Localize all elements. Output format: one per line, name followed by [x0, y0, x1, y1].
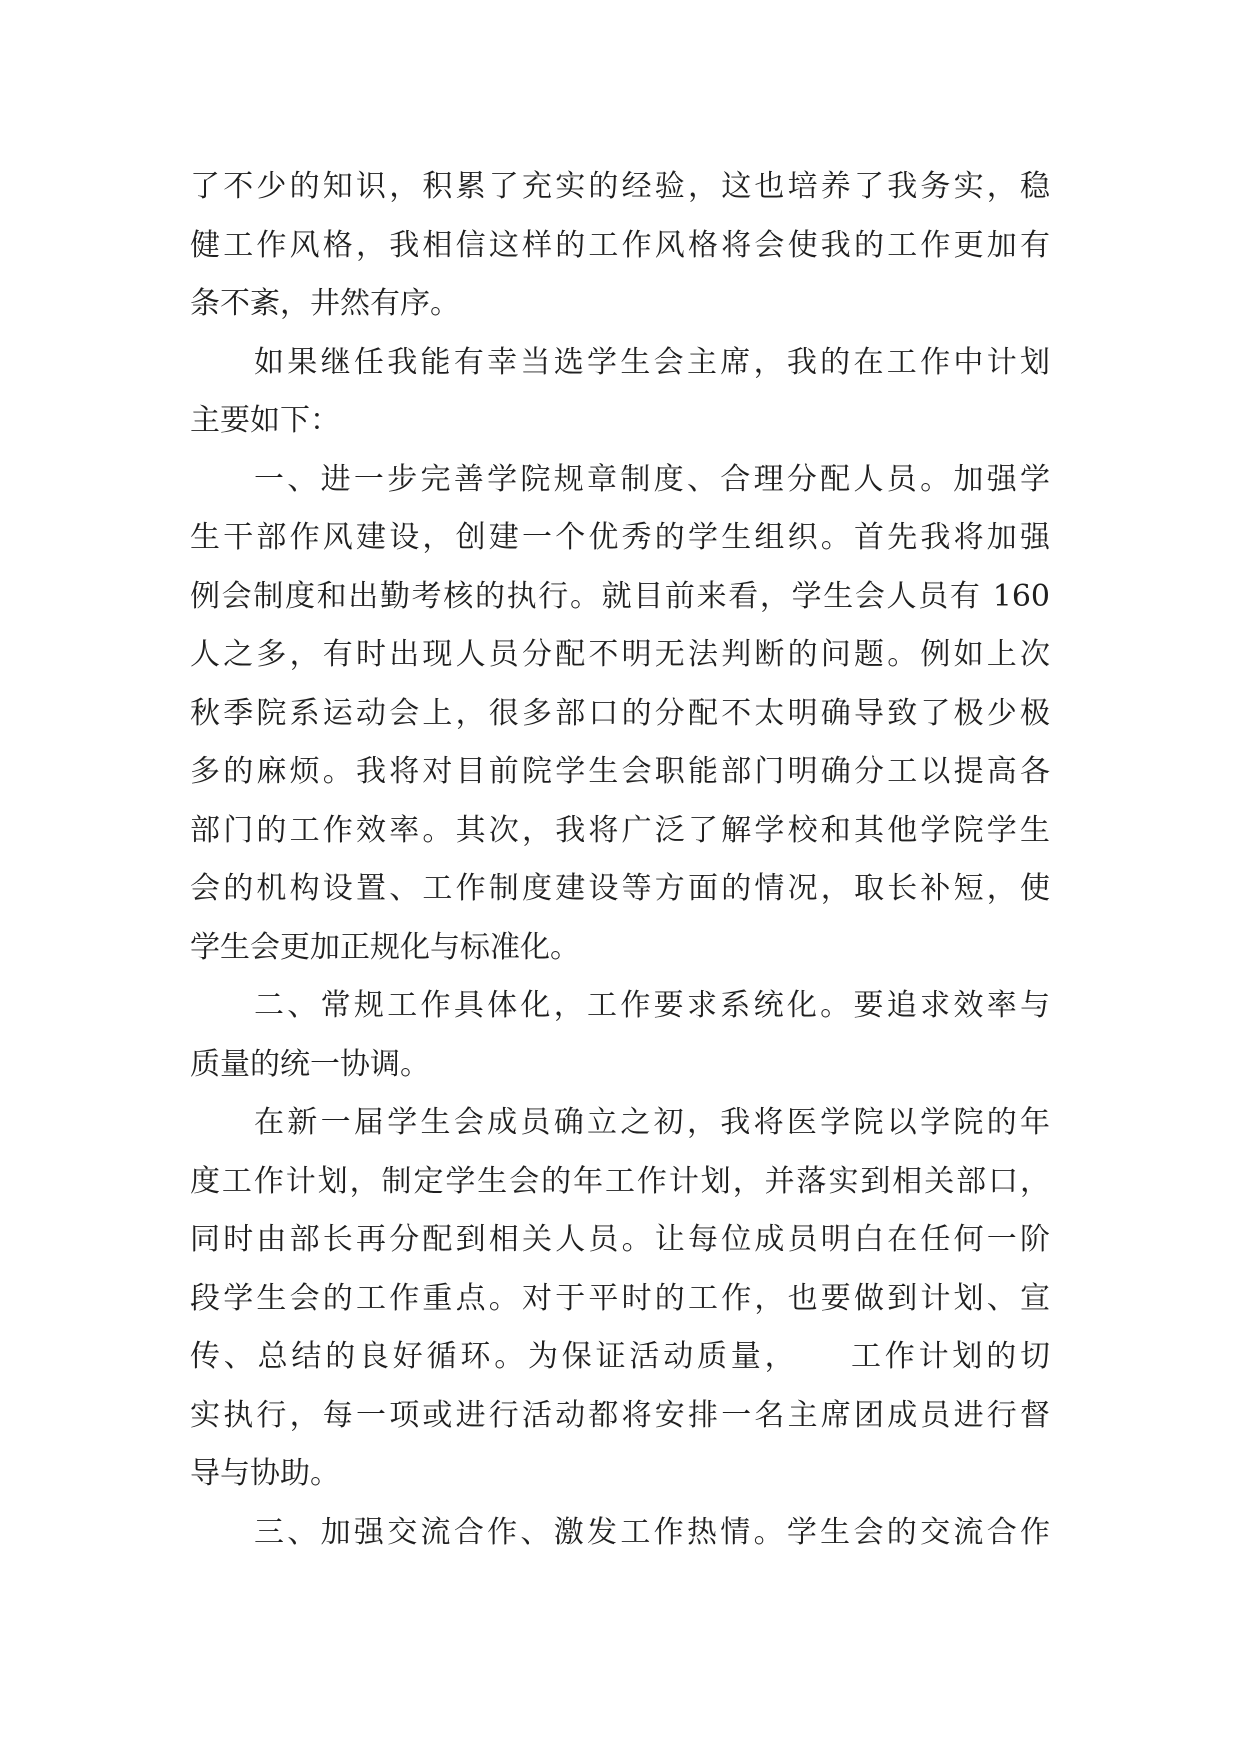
- paragraph-start-line: 三、加强交流合作、激发工作热情。学生会的交流合作: [254, 1514, 1050, 1550]
- text-line: 条不紊，井然有序。: [190, 286, 460, 321]
- paragraph-start-line: 二、常规工作具体化，工作要求系统化。要追求效率与: [254, 988, 1050, 1023]
- text-line: 段学生会的工作重点。对于平时的工作，也要做到计划、宣: [190, 1280, 1050, 1316]
- text-line: 导与协助。: [190, 1456, 340, 1491]
- text-line: 例会制度和出勤考核的执行。就目前来看，学生会人员有 160: [190, 578, 1050, 614]
- text-line: 多的麻烦。我将对目前院学生会职能部门明确分工以提高各: [190, 754, 1050, 789]
- text-line: 主要如下：: [190, 403, 340, 438]
- paragraph-start-line: 一、进一步完善学院规章制度、合理分配人员。加强学: [254, 461, 1050, 497]
- text-line: 部门的工作效率。其次，我将广泛了解学校和其他学院学生: [190, 812, 1050, 848]
- body-text: [190, 158, 1050, 1562]
- paragraph-start-line: 在新一届学生会成员确立之初，我将医学院以学院的年: [254, 1105, 1050, 1140]
- text-line: 会的机构设置、工作制度建设等方面的情况，取长补短，使: [190, 871, 1050, 906]
- text-line: 质量的统一协调。: [190, 1046, 430, 1082]
- text-line: 同时由部长再分配到相关人员。让每位成员明白在任何一阶: [190, 1222, 1050, 1257]
- text-line: 学生会更加正规化与标准化。: [190, 929, 580, 965]
- text-line: 健工作风格，我相信这样的工作风格将会使我的工作更加有: [190, 227, 1050, 263]
- text-line: 了不少的知识，积累了充实的经验，这也培养了我务实，稳: [190, 169, 1050, 204]
- paragraph-start-line: 如果继任我能有幸当选学生会主席，我的在工作中计划: [254, 344, 1050, 380]
- text-line: 度工作计划，制定学生会的年工作计划，并落实到相关部口，: [190, 1163, 1050, 1199]
- text-line: 人之多，有时出现人员分配不明无法判断的问题。例如上次: [190, 637, 1050, 672]
- text-line: 传、总结的良好循环。为保证活动质量， 工作计划的切: [190, 1339, 1050, 1374]
- text-line: 秋季院系运动会上，很多部口的分配不太明确导致了极少极: [190, 695, 1050, 731]
- text-line: 实执行，每一项或进行活动都将安排一名主席团成员进行督: [190, 1397, 1050, 1433]
- text-line: 生干部作风建设，创建一个优秀的学生组织。首先我将加强: [190, 520, 1050, 555]
